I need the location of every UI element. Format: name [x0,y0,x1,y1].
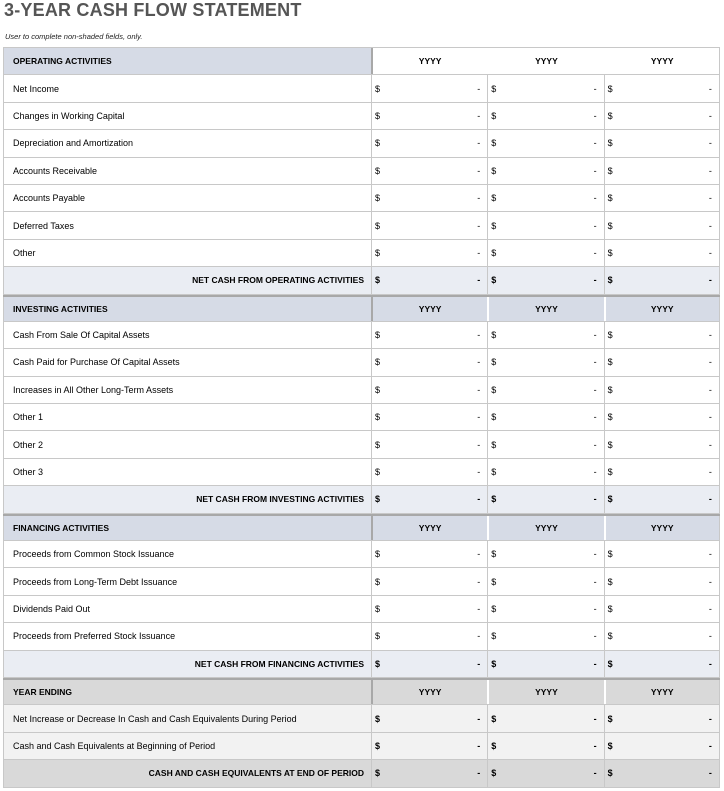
operating-row-3-year-1-cell[interactable] [371,158,487,184]
currency-symbol: $ [491,631,497,642]
financing-row-2-year-3-cell[interactable] [604,596,720,622]
financing-total-row [3,651,720,678]
investing-row-1-year-3-cell[interactable] [604,349,720,375]
currency-symbol: $ [607,740,613,751]
cell-value: - [593,384,597,395]
cell-value: - [708,713,712,724]
cell-value: - [477,467,481,478]
financing-row-0-year-3-cell[interactable] [604,541,720,567]
cell-value: - [477,549,481,560]
operating-header-label: OPERATING ACTIVITIES [3,48,371,74]
row-label: Increases in All Other Long-Term Assets [3,377,371,403]
table-row [3,75,720,102]
cell-value: - [593,467,597,478]
cell-value: - [477,439,481,450]
year_ending-row-1-year-2-cell [487,733,603,759]
operating-row-2-year-1-cell[interactable] [371,130,487,156]
investing-row-2-year-1-cell[interactable] [371,377,487,403]
currency-symbol: $ [375,220,381,231]
cell-value: - [477,220,481,231]
cell-value: - [593,604,597,614]
table-row [3,240,720,267]
cell-value: - [477,631,481,642]
currency-symbol: $ [375,247,381,258]
cell-value: - [477,494,481,505]
year_ending-row-1-year-1-cell [371,733,487,759]
cell-value: - [593,439,597,450]
cell-value: - [593,165,597,176]
operating-row-1-year-3-cell[interactable] [604,103,720,129]
cell-value: - [708,138,712,149]
operating-row-4-year-3-cell[interactable] [604,185,720,211]
table-row [3,377,720,404]
currency-symbol: $ [607,768,613,779]
currency-symbol: $ [375,631,381,642]
cell-value: - [593,193,597,204]
financing-row-1-year-3-cell[interactable] [604,568,720,594]
currency-symbol: $ [375,576,381,587]
operating-row-4-year-1-cell[interactable] [371,185,487,211]
currency-symbol: $ [491,549,497,560]
row-label: Accounts Payable [3,185,371,211]
cell-value: - [477,138,481,149]
cell-value: - [593,631,597,642]
currency-symbol: $ [491,275,497,286]
year-column-header[interactable]: YYYY [371,516,487,540]
currency-symbol: $ [491,110,497,121]
currency-symbol: $ [375,658,381,669]
cell-value: - [593,576,597,587]
investing-total-row [3,486,720,513]
year_ending-total-year-1-cell [371,760,487,786]
financing-row-3-year-3-cell[interactable] [604,623,720,649]
financing-total-year-2-cell [487,651,603,677]
currency-symbol: $ [607,412,613,423]
year-column-header[interactable]: YYYY [487,297,603,321]
currency-symbol: $ [491,247,497,258]
currency-symbol: $ [607,494,613,505]
currency-symbol: $ [375,740,381,751]
cell-value: - [708,220,712,231]
cell-value: - [593,713,597,724]
row-label: Net Income [3,75,371,101]
cell-value: - [708,412,712,423]
cell-value: - [593,275,597,286]
cell-value: - [477,247,481,258]
cell-value: - [708,549,712,560]
table-row [3,404,720,431]
operating-total-year-2-cell [487,267,603,293]
cell-value: - [708,768,712,779]
row-label: Deferred Taxes [3,212,371,238]
row-label: Dividends Paid Out [3,596,371,622]
cell-value: - [477,576,481,587]
cell-value: - [593,658,597,669]
cell-value: - [593,110,597,121]
year-column-header[interactable]: YYYY [604,297,720,321]
currency-symbol: $ [375,357,381,368]
year_ending-section-header [3,678,720,705]
operating-row-6-year-3-cell[interactable] [604,240,720,266]
cell-value: - [593,768,597,779]
currency-symbol: $ [491,357,497,368]
cell-value: - [708,110,712,121]
investing-row-4-year-3-cell[interactable] [604,431,720,457]
cell-value: - [477,768,481,779]
table-row [3,431,720,458]
currency-symbol: $ [375,713,381,724]
year_ending-row-0-year-3-cell [604,705,720,731]
row-label: Cash From Sale Of Capital Assets [3,322,371,348]
year_ending-total-year-2-cell [487,760,603,786]
table-row [3,158,720,185]
row-label: Other [3,240,371,266]
table-row [3,623,720,650]
operating-row-5-year-1-cell[interactable] [371,212,487,238]
cell-value: - [708,631,712,642]
operating-row-6-year-2-cell[interactable] [487,240,603,266]
cell-value: - [708,604,712,614]
cell-value: - [708,740,712,751]
operating-row-5-year-2-cell[interactable] [487,212,603,238]
year_ending-row-1-year-3-cell [604,733,720,759]
currency-symbol: $ [491,412,497,423]
cell-value: - [477,412,481,423]
investing-row-4-year-1-cell[interactable] [371,431,487,457]
cell-value: - [593,494,597,505]
table-row [3,349,720,376]
cell-value: - [593,357,597,368]
investing-total-label: NET CASH FROM INVESTING ACTIVITIES [3,486,371,512]
currency-symbol: $ [375,412,381,423]
financing-row-2-year-2-cell[interactable] [487,596,603,622]
operating-row-6-year-1-cell[interactable] [371,240,487,266]
currency-symbol: $ [491,220,497,231]
investing-row-0-year-3-cell[interactable] [604,322,720,348]
table-row [3,322,720,349]
table-row [3,705,720,732]
investing-row-2-year-2-cell[interactable] [487,377,603,403]
operating-row-1-year-2-cell[interactable] [487,103,603,129]
financing-section-header [3,514,720,541]
cell-value: - [477,330,481,341]
cell-value: - [708,330,712,341]
operating-total-label: NET CASH FROM OPERATING ACTIVITIES [3,267,371,293]
financing-row-1-year-1-cell[interactable] [371,568,487,594]
row-label: Other 3 [3,459,371,485]
currency-symbol: $ [607,138,613,149]
currency-symbol: $ [491,83,497,94]
year-column-header[interactable]: YYYY [604,516,720,540]
currency-symbol: $ [607,357,613,368]
investing-row-5-year-2-cell[interactable] [487,459,603,485]
currency-symbol: $ [607,83,613,94]
currency-symbol: $ [491,138,497,149]
cell-value: - [708,467,712,478]
operating-total-year-1-cell [371,267,487,293]
cell-value: - [593,330,597,341]
financing-row-3-year-2-cell[interactable] [487,623,603,649]
currency-symbol: $ [607,330,613,341]
investing-row-1-year-2-cell[interactable] [487,349,603,375]
cell-value: - [708,165,712,176]
financing-header-label: FINANCING ACTIVITIES [3,516,371,540]
year-column-header[interactable]: YYYY [371,48,487,74]
currency-symbol: $ [491,439,497,450]
cell-value: - [477,357,481,368]
currency-symbol: $ [375,384,381,395]
currency-symbol: $ [607,549,613,560]
financing-total-year-1-cell [371,651,487,677]
cell-value: - [593,83,597,94]
year-column-header[interactable]: YYYY [487,516,603,540]
currency-symbol: $ [607,247,613,258]
cell-value: - [477,165,481,176]
currency-symbol: $ [607,576,613,587]
currency-symbol: $ [491,658,497,669]
cell-value: - [477,275,481,286]
operating-row-2-year-3-cell[interactable] [604,130,720,156]
operating-row-0-year-3-cell[interactable] [604,75,720,101]
row-label: Changes in Working Capital [3,103,371,129]
year_ending-total-row [3,760,720,787]
page-title: 3-YEAR CASH FLOW STATEMENT [4,0,302,20]
table-row [3,103,720,130]
cell-value: - [593,247,597,258]
financing-row-0-year-2-cell[interactable] [487,541,603,567]
investing-row-5-year-1-cell[interactable] [371,459,487,485]
investing-row-3-year-3-cell[interactable] [604,404,720,430]
currency-symbol: $ [607,275,613,286]
investing-total-year-2-cell [487,486,603,512]
year-column-header[interactable]: YYYY [604,48,720,74]
financing-total-label: NET CASH FROM FINANCING ACTIVITIES [3,651,371,677]
currency-symbol: $ [491,713,497,724]
operating-row-0-year-1-cell[interactable] [371,75,487,101]
row-label: Proceeds from Long-Term Debt Issuance [3,568,371,594]
currency-symbol: $ [607,658,613,669]
operating-section-header [3,48,720,75]
currency-symbol: $ [375,549,381,560]
operating-row-3-year-2-cell[interactable] [487,158,603,184]
cell-value: - [708,494,712,505]
currency-symbol: $ [491,330,497,341]
currency-symbol: $ [491,193,497,204]
cell-value: - [593,412,597,423]
cell-value: - [708,247,712,258]
row-label: Cash and Cash Equivalents at Beginning of Period [3,733,371,759]
operating-total-year-3-cell [604,267,720,293]
investing-row-0-year-2-cell[interactable] [487,322,603,348]
table-row [3,733,720,760]
investing-header-label: INVESTING ACTIVITIES [3,297,371,321]
row-label: Depreciation and Amortization [3,130,371,156]
financing-row-3-year-1-cell[interactable] [371,623,487,649]
currency-symbol: $ [375,330,381,341]
cell-value: - [708,384,712,395]
table-row [3,459,720,486]
cell-value: - [477,740,481,751]
cell-value: - [708,576,712,587]
investing-row-1-year-1-cell[interactable] [371,349,487,375]
cash-flow-table [3,47,720,788]
financing-row-1-year-2-cell[interactable] [487,568,603,594]
cell-value: - [593,740,597,751]
cell-value: - [708,357,712,368]
currency-symbol: $ [607,713,613,724]
year-column-header[interactable]: YYYY [371,297,487,321]
year-column-header[interactable]: YYYY [487,680,603,704]
investing-row-3-year-1-cell[interactable] [371,404,487,430]
currency-symbol: $ [491,384,497,395]
currency-symbol: $ [491,165,497,176]
currency-symbol: $ [607,604,613,614]
currency-symbol: $ [607,631,613,642]
year-column-header[interactable]: YYYY [371,680,487,704]
cell-value: - [708,83,712,94]
currency-symbol: $ [375,83,381,94]
currency-symbol: $ [375,275,381,286]
currency-symbol: $ [607,220,613,231]
table-row [3,568,720,595]
currency-symbol: $ [491,494,497,505]
cell-value: - [477,658,481,669]
investing-row-2-year-3-cell[interactable] [604,377,720,403]
currency-symbol: $ [491,467,497,478]
table-row [3,541,720,568]
currency-symbol: $ [375,439,381,450]
cell-value: - [708,439,712,450]
financing-total-year-3-cell [604,651,720,677]
investing-total-year-1-cell [371,486,487,512]
cell-value: - [593,138,597,149]
year-column-header[interactable]: YYYY [487,48,603,74]
financing-row-2-year-1-cell[interactable] [371,596,487,622]
cell-value: - [477,193,481,204]
operating-row-0-year-2-cell[interactable] [487,75,603,101]
currency-symbol: $ [607,110,613,121]
table-row [3,185,720,212]
year_ending-header-label: YEAR ENDING [3,680,371,704]
cell-value: - [708,193,712,204]
table-row [3,596,720,623]
currency-symbol: $ [375,165,381,176]
cell-value: - [477,83,481,94]
investing-row-4-year-2-cell[interactable] [487,431,603,457]
investing-section-header [3,295,720,322]
currency-symbol: $ [375,110,381,121]
operating-row-3-year-3-cell[interactable] [604,158,720,184]
row-label: Proceeds from Preferred Stock Issuance [3,623,371,649]
investing-row-0-year-1-cell[interactable] [371,322,487,348]
investing-row-3-year-2-cell[interactable] [487,404,603,430]
cell-value: - [593,549,597,560]
currency-symbol: $ [491,768,497,779]
table-row [3,212,720,239]
currency-symbol: $ [607,384,613,395]
year_ending-total-label: CASH AND CASH EQUIVALENTS AT END OF PERIOD [3,760,371,786]
table-row [3,130,720,157]
currency-symbol: $ [375,768,381,779]
cell-value: - [593,220,597,231]
row-label: Net Increase or Decrease In Cash and Cash Equivalents During Period [3,705,371,731]
currency-symbol: $ [491,740,497,751]
currency-symbol: $ [375,494,381,505]
operating-row-4-year-2-cell[interactable] [487,185,603,211]
year_ending-total-year-3-cell [604,760,720,786]
row-label: Accounts Receivable [3,158,371,184]
year_ending-row-0-year-1-cell [371,705,487,731]
currency-symbol: $ [607,193,613,204]
year-column-header[interactable]: YYYY [604,680,720,704]
investing-row-5-year-3-cell[interactable] [604,459,720,485]
currency-symbol: $ [375,604,381,614]
operating-row-2-year-2-cell[interactable] [487,130,603,156]
currency-symbol: $ [375,193,381,204]
row-label: Other 1 [3,404,371,430]
row-label: Cash Paid for Purchase Of Capital Assets [3,349,371,375]
currency-symbol: $ [491,604,497,614]
operating-row-1-year-1-cell[interactable] [371,103,487,129]
row-label: Other 2 [3,431,371,457]
currency-symbol: $ [607,467,613,478]
currency-symbol: $ [375,138,381,149]
year_ending-row-0-year-2-cell [487,705,603,731]
cell-value: - [477,604,481,614]
instructions-note: User to complete non-shaded fields, only. [5,32,143,41]
operating-total-row [3,267,720,294]
currency-symbol: $ [607,439,613,450]
cell-value: - [477,713,481,724]
cell-value: - [477,110,481,121]
financing-row-0-year-1-cell[interactable] [371,541,487,567]
currency-symbol: $ [375,467,381,478]
cell-value: - [477,384,481,395]
cell-value: - [708,275,712,286]
currency-symbol: $ [491,576,497,587]
operating-row-5-year-3-cell[interactable] [604,212,720,238]
currency-symbol: $ [607,165,613,176]
investing-total-year-3-cell [604,486,720,512]
cell-value: - [708,658,712,669]
row-label: Proceeds from Common Stock Issuance [3,541,371,567]
